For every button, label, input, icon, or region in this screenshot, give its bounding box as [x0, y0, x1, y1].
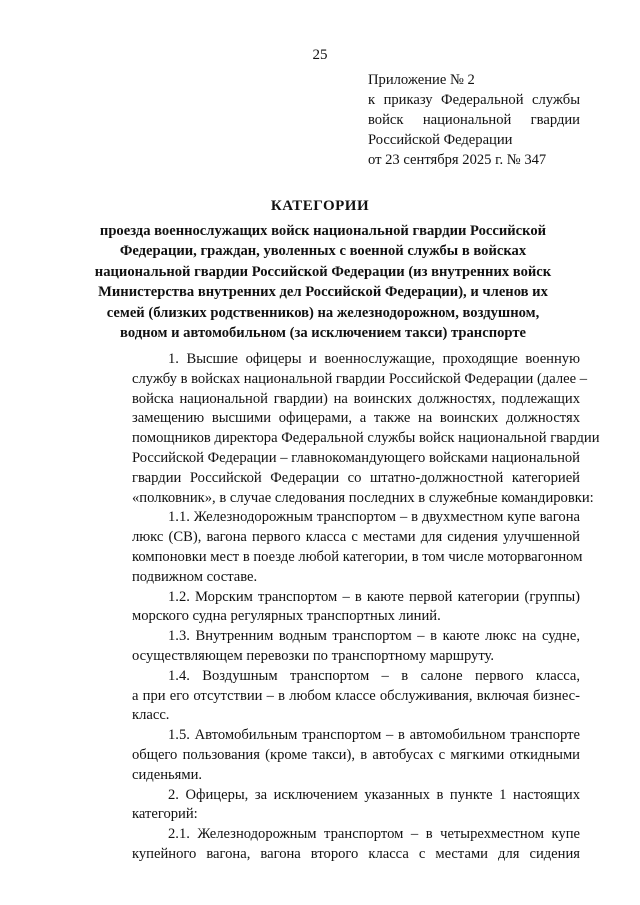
text-line: «полковник», в случае следования последних в служебные командировки: [132, 489, 594, 506]
subtitle-line: Министерства внутренних дел Российской Федерации), и членов их [98, 284, 548, 301]
text-line: службу в войсках национальной гвардии Российской Федерации (далее – [132, 370, 588, 387]
text-line: гвардии Российской Федерации со штатно-должностной категорией [132, 469, 580, 486]
subtitle-line: семей (близких родственников) на железнодорожном, воздушном, [106, 304, 540, 321]
text-line: а при его отсутствии – в любом классе обслуживания, включая бизнес- [132, 687, 580, 704]
paragraph-1-3 [96, 627, 580, 667]
text-line: 1.1. Железнодорожным транспортом – в двухместном купе вагона [168, 509, 580, 526]
paragraph-1 [96, 350, 600, 508]
paragraph-1-2 [96, 588, 580, 628]
text-line: 1.3. Внутренним водным транспортом – в каюте люкс на судне, [168, 628, 580, 645]
text-line: класс. [132, 707, 170, 724]
subtitle-line: национальной гвардии Российской Федерации (из внутренних войск [94, 263, 552, 280]
appendix-line: к приказу Федеральной службы [368, 92, 580, 108]
subtitle-line: водном и автомобильном (за исключением такси) транспорте [120, 325, 526, 342]
page-number: 25 [312, 47, 328, 63]
text-line: люкс (СВ), вагона первого класса с местами для сидения улучшенной [132, 529, 580, 546]
paragraph-1-5 [96, 726, 580, 785]
text-line: компоновки мест в поезде любой категории, в том числе моторвагонном [132, 548, 583, 565]
document-body [96, 350, 600, 865]
document-title: КАТЕГОРИИ [270, 198, 370, 214]
text-line: войска национальной гвардии) на воинских должностях, подлежащих [132, 390, 580, 407]
text-line: подвижном составе. [132, 568, 258, 585]
text-line: 1.4. Воздушным транспортом – в салоне первого класса, [168, 667, 580, 684]
appendix-line: от 23 сентября 2025 г. № 347 [368, 152, 547, 168]
paragraph-1-1 [96, 508, 583, 587]
text-line: 1. Высшие офицеры и военнослужащие, проходящие военную [168, 351, 580, 367]
text-line: общего пользования (кроме такси), в автобусах с мягкими откидными [132, 746, 580, 763]
text-line: замещению высшими офицерами, а также на воинских должностях [132, 410, 580, 427]
subtitle-line: проезда военнослужащих войск национальной гвардии Российской [99, 223, 547, 239]
appendix-line: Приложение № 2 [368, 72, 475, 88]
paragraph-2 [96, 786, 580, 826]
paragraph-2-1 [96, 825, 580, 865]
text-line: сиденьями. [132, 766, 203, 783]
text-line: Российской Федерации – главнокомандующего войсками национальной [132, 449, 580, 466]
text-line: категорий: [132, 806, 198, 823]
paragraph-1-4 [96, 667, 580, 726]
text-line: осуществляющем перевозки по транспортному маршруту. [132, 647, 495, 664]
text-line: 1.2. Морским транспортом – в каюте первой категории (группы) [168, 588, 580, 605]
text-line: морского судна регулярных транспортных линий. [132, 608, 441, 625]
appendix-block [368, 70, 580, 170]
appendix-line: Российской Федерации [368, 132, 513, 148]
text-line: 1.5. Автомобильным транспортом – в автомобильном транспорте [168, 727, 580, 744]
subtitle-line: Федерации, граждан, уволенных с военной службы в войсках [119, 243, 527, 260]
document-subtitle [88, 221, 558, 343]
text-line: 2. Офицеры, за исключением указанных в пункте 1 настоящих [168, 786, 580, 803]
text-line: купейного вагона, вагона второго класса с местами для сидения [132, 845, 580, 862]
text-line: помощников директора Федеральной службы войск национальной гвардии [132, 430, 600, 447]
text-line: 2.1. Железнодорожным транспортом – в четырехместном купе [168, 826, 580, 843]
appendix-line: войск национальной гвардии [368, 112, 580, 128]
